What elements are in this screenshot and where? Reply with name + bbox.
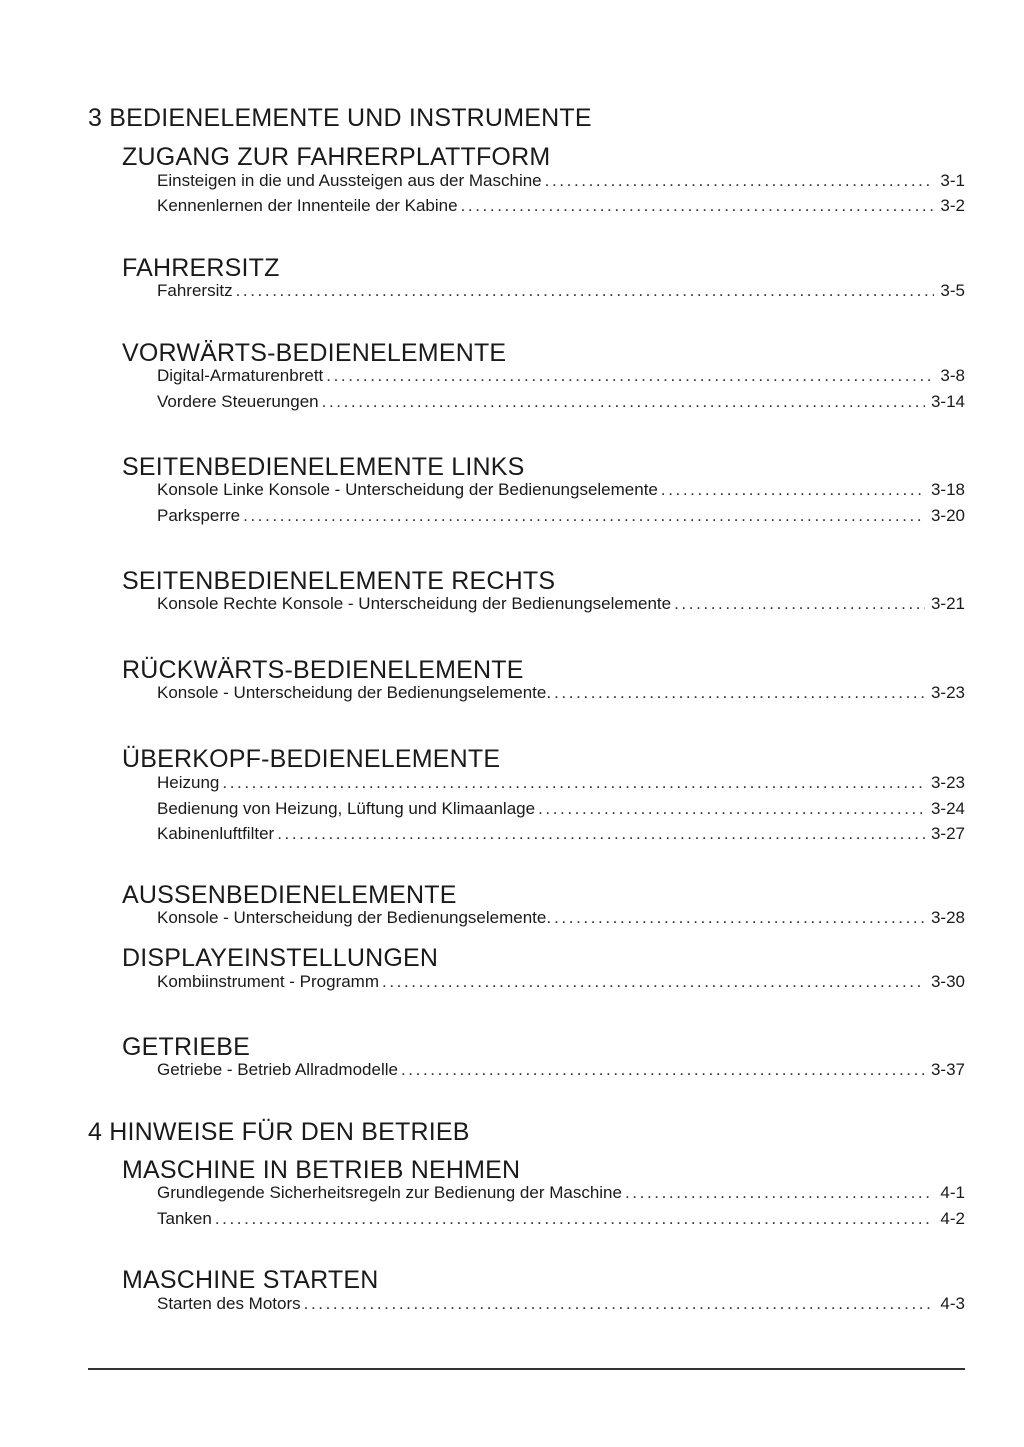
toc-entry-title: Grundlegende Sicherheitsregeln zur Bedienung der Maschine: [157, 1183, 622, 1202]
section-heading: ÜBERKOPF-BEDIENELEMENTE: [122, 745, 501, 773]
toc-entry[interactable]: [157, 1209, 965, 1231]
toc-entry-page: 3-1: [940, 171, 965, 190]
section-heading: SEITENBEDIENELEMENTE LINKS: [122, 453, 525, 481]
section-heading: SEITENBEDIENELEMENTE RECHTS: [122, 567, 556, 595]
toc-entry-page: 3-28: [930, 908, 965, 927]
dot-leader: [554, 908, 925, 928]
section-heading: MASCHINE IN BETRIEB NEHMEN: [122, 1156, 521, 1184]
toc-entry[interactable]: [157, 1183, 965, 1205]
toc-entry-title: Digital-Armaturenbrett: [157, 366, 324, 385]
dot-leader: [401, 1060, 925, 1080]
dot-leader: [625, 1183, 934, 1203]
dot-leader: [382, 972, 925, 992]
dot-leader: [326, 366, 934, 386]
toc-entry-title: Vordere Steuerungen: [157, 392, 319, 411]
toc-entry-title: Kombiinstrument - Programm: [157, 972, 380, 991]
toc-entry-page: 3-30: [930, 972, 965, 991]
toc-entry-title: Konsole - Unterscheidung der Bedienungselemente.: [157, 683, 552, 702]
toc-entry-page: 3-27: [930, 824, 965, 843]
dot-leader: [545, 171, 935, 191]
dot-leader: [674, 594, 925, 614]
toc-entry-page: 3-18: [930, 480, 965, 499]
toc-entry-title: Bedienung von Heizung, Lüftung und Klimaanlage: [157, 799, 536, 818]
section-heading: AUSSENBEDIENELEMENTE: [122, 881, 457, 909]
toc-entry-page: 3-23: [930, 683, 965, 702]
toc-entry-title: Starten des Motors: [157, 1294, 301, 1313]
toc-entry-page: 4-1: [940, 1183, 965, 1202]
toc-entry[interactable]: [157, 799, 965, 821]
toc-entry-title: Konsole Linke Konsole - Unterscheidung der Bedienungselemente: [157, 480, 658, 499]
toc-entry[interactable]: [157, 196, 965, 218]
chapter-heading: 3 BEDIENELEMENTE UND INSTRUMENTE: [88, 104, 592, 132]
section-heading: ZUGANG ZUR FAHRERPLATTFORM: [122, 143, 551, 171]
dot-leader: [661, 480, 925, 500]
toc-entry-title: Getriebe - Betrieb Allradmodelle: [157, 1060, 398, 1079]
toc-entry-title: Konsole Rechte Konsole - Unterscheidung der Bedienungselemente: [157, 594, 672, 613]
toc-entry-title: Kennenlernen der Innenteile der Kabine: [157, 196, 458, 215]
toc-entry[interactable]: [157, 773, 965, 795]
dot-leader: [304, 1294, 935, 1314]
toc-entry-page: 3-23: [930, 773, 965, 792]
section-heading: RÜCKWÄRTS-BEDIENELEMENTE: [122, 656, 524, 684]
toc-entry[interactable]: [157, 480, 965, 502]
toc-entry[interactable]: [157, 281, 965, 303]
toc-entry[interactable]: [157, 1060, 965, 1082]
toc-entry[interactable]: [157, 972, 965, 994]
toc-entry-title: Kabinenluftfilter: [157, 824, 275, 843]
section-heading: GETRIEBE: [122, 1033, 251, 1061]
toc-entry-title: Tanken: [157, 1209, 212, 1228]
toc-entry-title: Einsteigen in die und Aussteigen aus der Maschine: [157, 171, 542, 190]
toc-entry[interactable]: [157, 1294, 965, 1316]
toc-entry-page: 3-24: [930, 799, 965, 818]
toc-entry-title: Parksperre: [157, 506, 241, 525]
toc-entry-page: 3-8: [940, 366, 965, 385]
toc-entry-page: 3-14: [930, 392, 965, 411]
section-heading: DISPLAYEINSTELLUNGEN: [122, 944, 439, 972]
toc-entry[interactable]: [157, 392, 965, 414]
toc-entry-title: Konsole - Unterscheidung der Bedienungselemente.: [157, 908, 552, 927]
dot-leader: [538, 799, 925, 819]
toc-entry-page: 4-3: [940, 1294, 965, 1313]
chapter-heading: 4 HINWEISE FÜR DEN BETRIEB: [88, 1118, 470, 1146]
toc-entry-page: 3-5: [940, 281, 965, 300]
dot-leader: [461, 196, 935, 216]
dot-leader: [277, 824, 925, 844]
section-heading: FAHRERSITZ: [122, 254, 280, 282]
dot-leader: [554, 683, 925, 703]
dot-leader: [236, 281, 935, 301]
toc-entry-page: 3-2: [940, 196, 965, 215]
toc-entry-page: 4-2: [940, 1209, 965, 1228]
toc-entry-page: 3-21: [930, 594, 965, 613]
dot-leader: [322, 392, 925, 412]
dot-leader: [222, 773, 925, 793]
toc-entry[interactable]: [157, 824, 965, 846]
toc-entry-page: 3-37: [930, 1060, 965, 1079]
toc-entry-title: Heizung: [157, 773, 220, 792]
toc-entry[interactable]: [157, 683, 965, 705]
footer-rule: [88, 1368, 965, 1370]
section-heading: MASCHINE STARTEN: [122, 1266, 379, 1294]
toc-entry[interactable]: [157, 366, 965, 388]
toc-entry[interactable]: [157, 506, 965, 528]
section-heading: VORWÄRTS-BEDIENELEMENTE: [122, 339, 507, 367]
toc-entry-page: 3-20: [930, 506, 965, 525]
dot-leader: [243, 506, 925, 526]
toc-entry-title: Fahrersitz: [157, 281, 233, 300]
toc-entry[interactable]: [157, 908, 965, 930]
dot-leader: [215, 1209, 935, 1229]
toc-entry[interactable]: [157, 594, 965, 616]
toc-entry[interactable]: [157, 171, 965, 193]
